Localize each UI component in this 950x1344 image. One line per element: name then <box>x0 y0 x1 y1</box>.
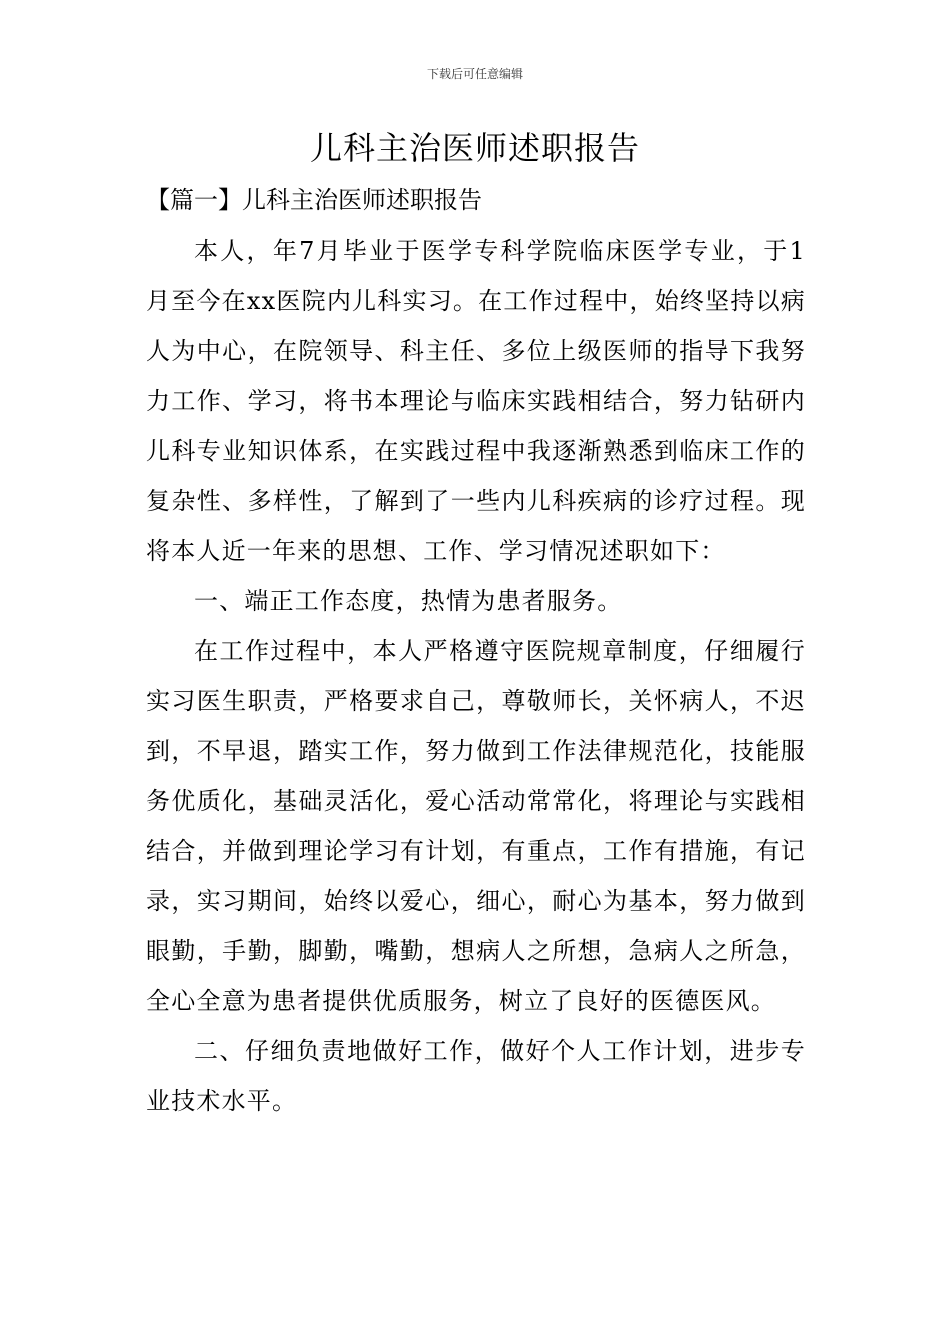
section-heading: 【篇一】儿科主治医师述职报告 <box>146 186 482 214</box>
paragraph-work-attitude: 在工作过程中，本人严格遵守医院规章制度，仔细履行实习医生职责，严格要求自己，尊敬师长，关怀病人，不迟到，不早退，踏实工作，努力做到工作法律规范化，技能服务优质化，基础灵活化，爱心活动常常化，将理论与实践相结合，并做到理论学习有计划，有重点，工作有措施，有记录，实习期间，始终以爱心，细心，耐心为基本，努力做到眼勤，手勤，脚勤，嘴勤，想病人之所想，急病人之所急，全心全意为患者提供优质服务，树立了良好的医德医风。 <box>146 637 806 1015</box>
paragraph-heading-one: 一、端正工作态度，热情为患者服务。 <box>194 587 623 615</box>
paragraph-intro: 本人，年7月毕业于医学专科学院临床医学专业，于1月至今在xx医院内儿科实习。在工作过程中，始终坚持以病人为中心，在院领导、科主任、多位上级医师的指导下我努力工作、学习，将书本理论与临床实践相结合，努力钻研内儿科专业知识体系，在实践过程中我逐渐熟悉到临床工作的复杂性、多样性，了解到了一些内儿科疾病的诊疗过程。现将本人近一年来的思想、工作、学习情况述职如下： <box>146 237 806 565</box>
header-note: 下载后可任意编辑 <box>426 67 523 81</box>
document-title: 儿科主治医师述职报告 <box>309 129 640 167</box>
document-body <box>146 226 806 1126</box>
paragraph-heading-two: 二、仔细负责地做好工作，做好个人工作计划，进步专业技术水平。 <box>146 1037 806 1115</box>
